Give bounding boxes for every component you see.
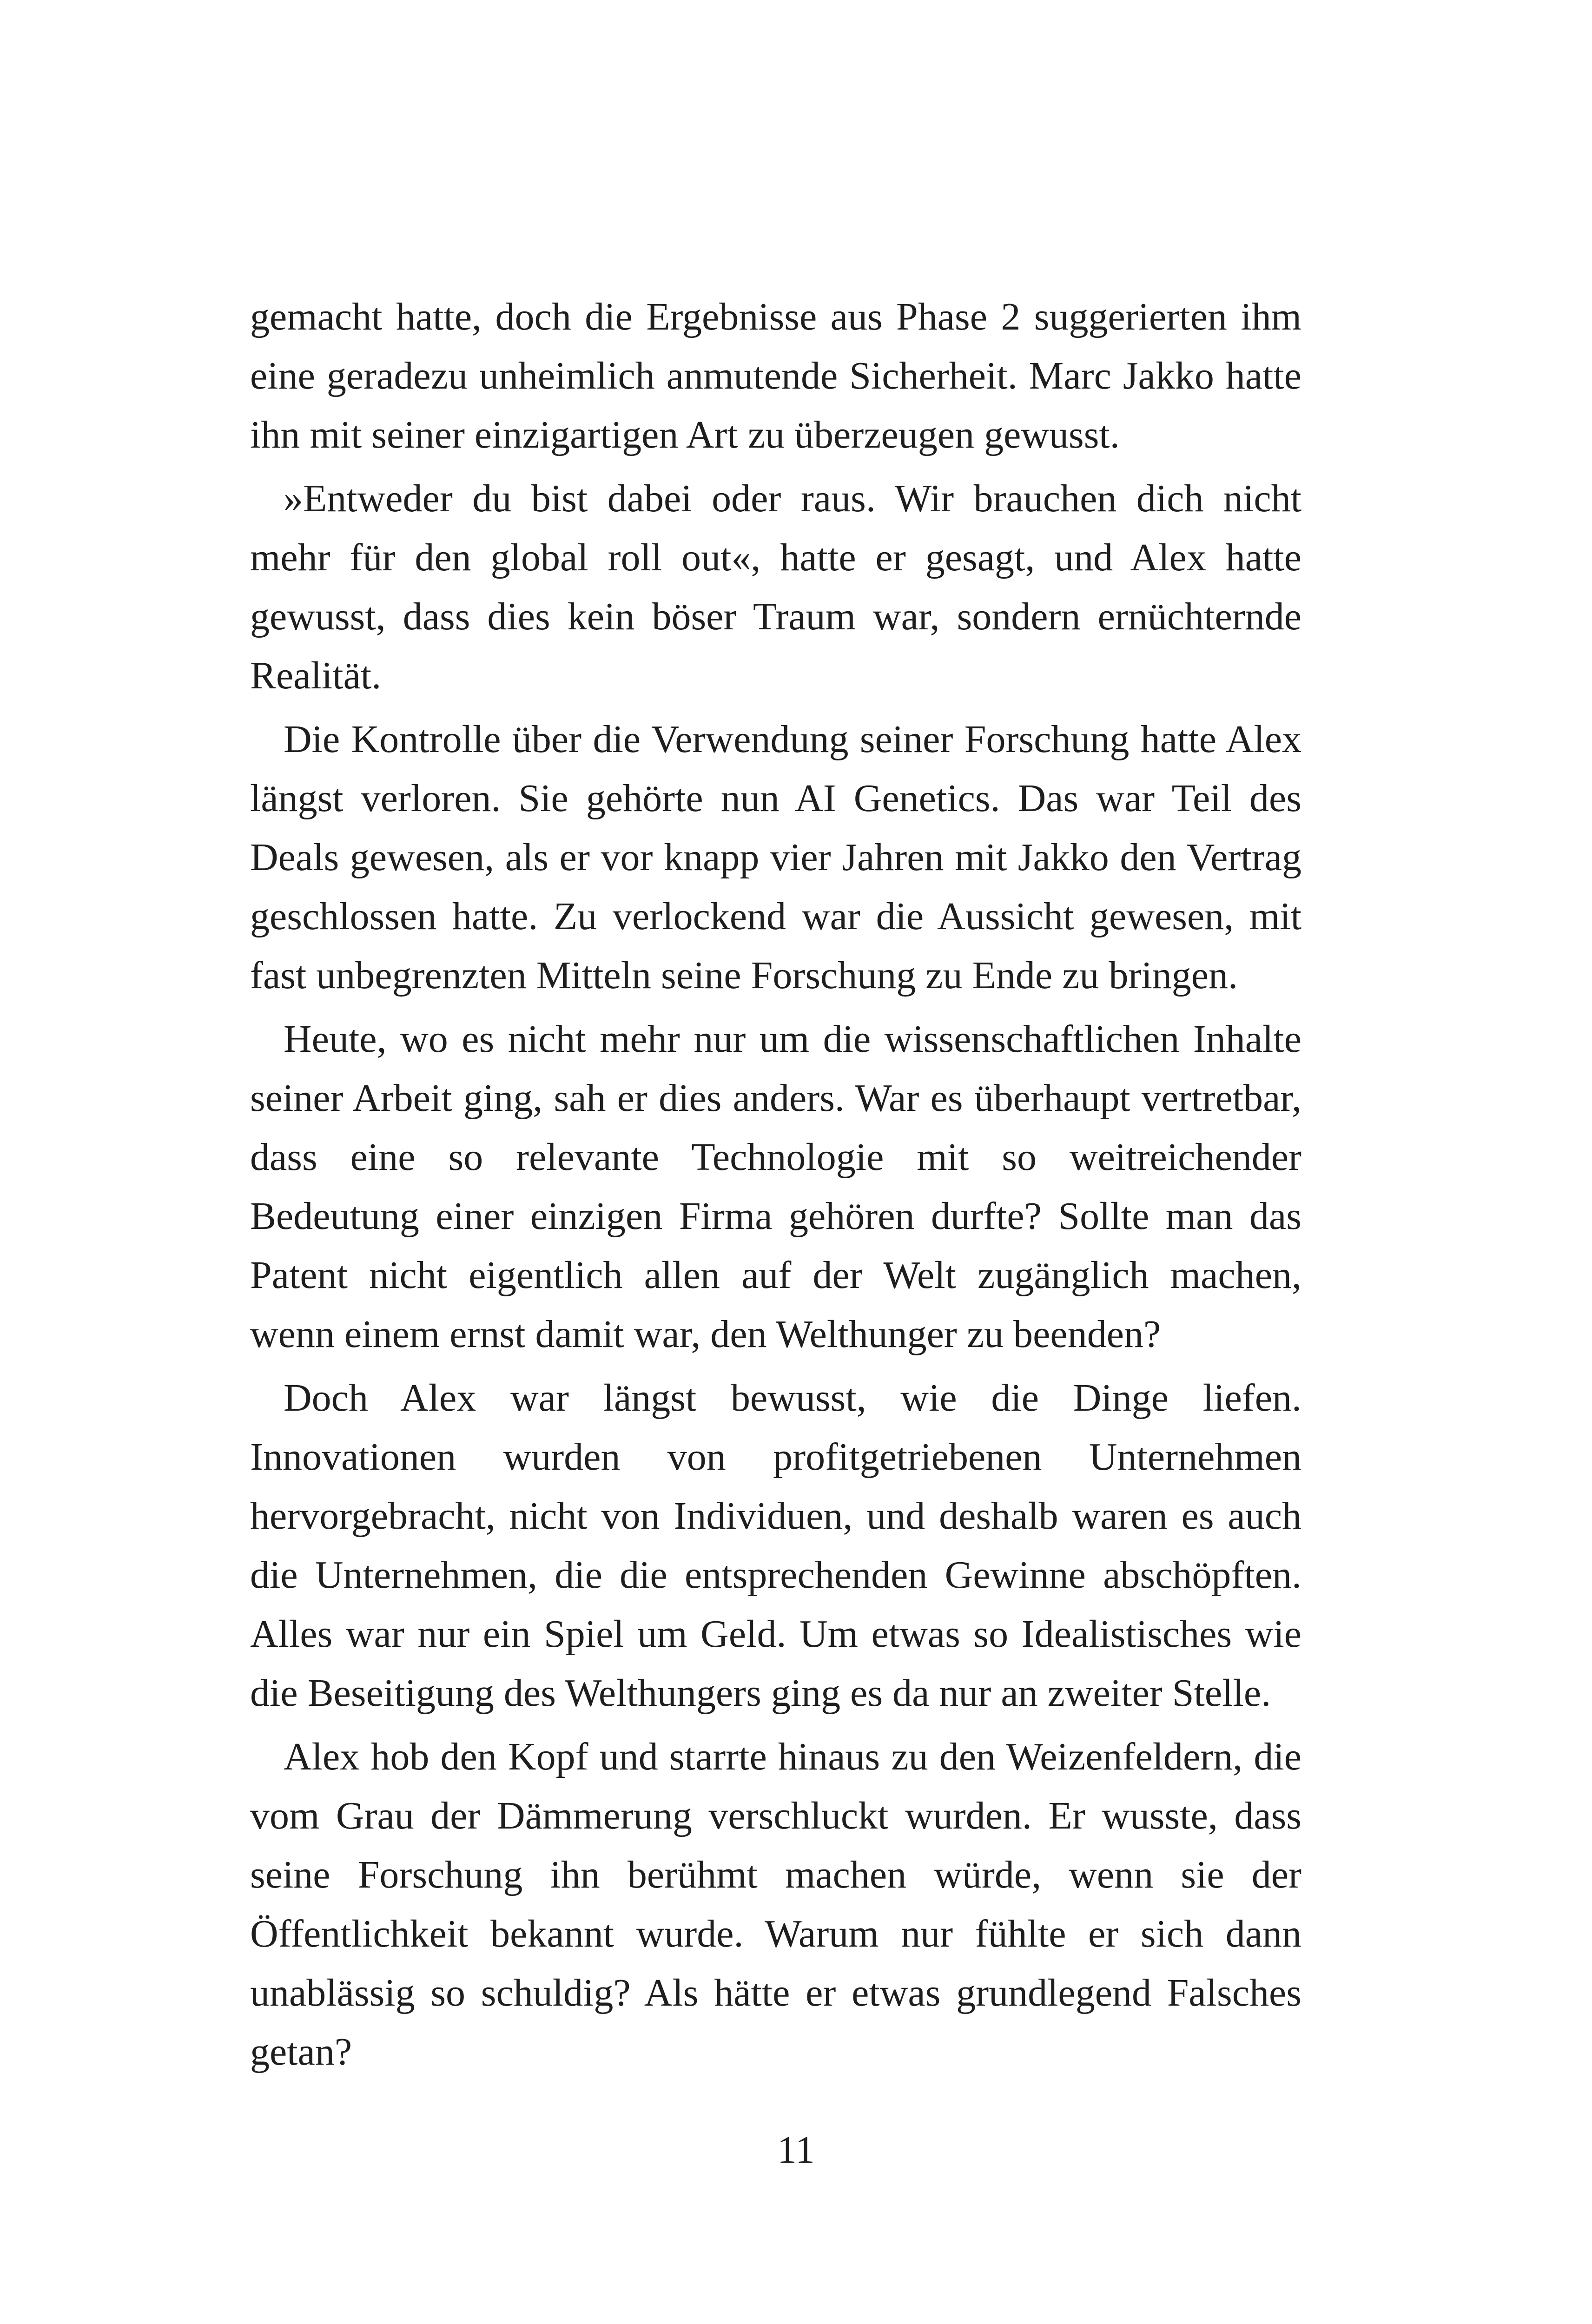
paragraph-2: »Entweder du bist dabei oder raus. Wir brauchen dich nicht mehr für den global roll out«, hatte er gesagt, und Alex hatte gewusst, dass dies kein böser Traum war, sondern ernüchternde Realität. <box>250 477 1301 697</box>
paragraph-5: Doch Alex war längst bewusst, wie die Dinge liefen. Innovationen wurden von profitgetriebenen Unternehmen hervorgebracht, nicht von Individuen, und deshalb waren es auch die Unternehmen, die die entsprechenden Gewinne abschöpften. Alles war nur ein Spiel um Geld. Um etwas so Idealistisches wie die Beseitigung des Welthungers ging es da nur an zweiter Stelle. <box>250 1376 1301 1715</box>
page-number: 11 <box>777 2128 815 2172</box>
paragraph-4: Heute, wo es nicht mehr nur um die wissenschaftlichen Inhalte seiner Arbeit ging, sah er dies anders. War es überhaupt vertretbar, dass eine so relevante Technologie mit so weitreichender Bedeutung einer einzigen Firma gehören durfte? Sollte man das Patent nicht eigentlich allen auf der Welt zugänglich machen, wenn einem ernst damit war, den Welthunger zu beenden? <box>250 1017 1301 1356</box>
paragraph-3: Die Kontrolle über die Verwendung seiner Forschung hatte Alex längst verloren. Sie gehörte nun AI Genetics. Das war Teil des Deals gewesen, als er vor knapp vier Jahren mit Jakko den Vertrag geschlossen hatte. Zu verlockend war die Aussicht gewesen, mit fast unbegrenzten Mitteln seine Forschung zu Ende zu bringen. <box>250 718 1301 997</box>
paragraph-6: Alex hob den Kopf und starrte hinaus zu den Weizenfeldern, die vom Grau der Dämmerung verschluckt wurden. Er wusste, dass seine Forschung ihn berühmt machen würde, wenn sie der Öffentlichkeit bekannt wurde. Warum nur fühlte er sich dann unablässig so schuldig? Als hätte er etwas grundlegend Falsches getan? <box>250 1735 1301 2073</box>
body-text <box>250 287 1301 2081</box>
paragraph-1: gemacht hatte, doch die Ergebnisse aus Phase 2 suggerierten ihm eine geradezu unheimlich anmutende Sicherheit. Marc Jakko hatte ihn mit seiner einzigartigen Art zu überzeugen gewusst. <box>250 295 1301 456</box>
